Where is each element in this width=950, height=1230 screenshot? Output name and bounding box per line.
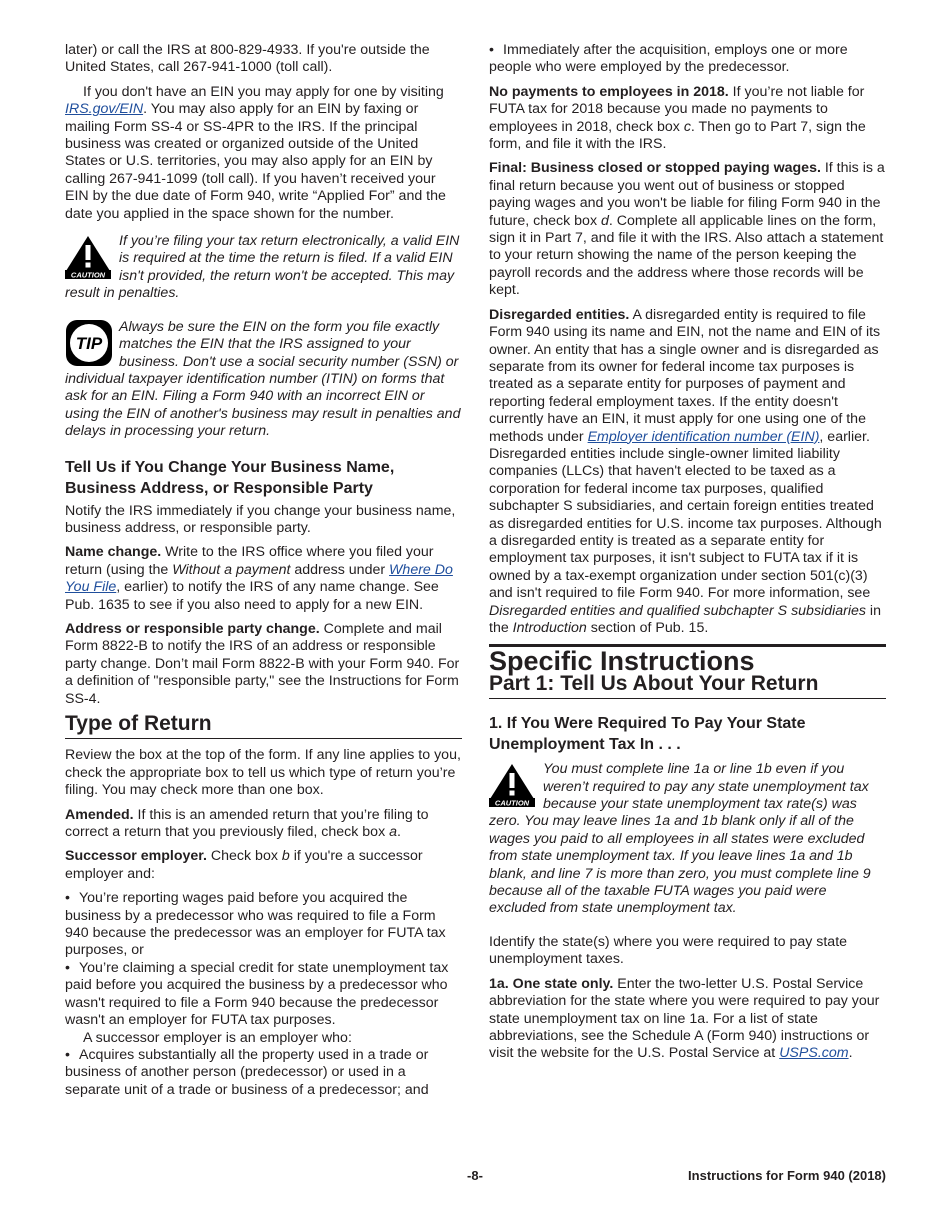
paragraph-notify: Notify the IRS immediately if you change your business name, business address, or responsible party.: [65, 502, 456, 536]
lead: No payments to employees in 2018.: [489, 83, 729, 100]
text: If this is an amended return that you’re filing to correct a return that you previously filed, check box: [65, 806, 429, 841]
list-item: [65, 890, 462, 960]
paragraph-review-box: Review the box at the top of the form. If any line applies to you, check the appropriate box to tell us which type of return you’re filing. You may check more than one box.: [65, 747, 461, 799]
paragraph-identify-states: Identify the state(s) where you were required to pay state unemployment taxes.: [489, 933, 848, 968]
heading-change-business: Tell Us if You Change Your Business Name, Business Address, or Responsible Party: [65, 458, 395, 497]
right-column: [489, 42, 886, 1070]
lead: Disregarded entities.: [489, 306, 630, 323]
text: Immediately after the acquisition, employs one or more people who were employed by the predecessor.: [489, 42, 848, 76]
text: . You may also apply for an EIN by faxing or mailing Form SS-4 or SS-4PR to the IRS. If the principal business was created or organized outside of the United States or U.S. territories, you may also apply for an EIN by calling 267-941-1099 (toll call). If you haven’t received your EIN by the due date of Form 940, write “Applied For” and the date you applied in the space shown for the number.: [65, 101, 446, 222]
tip-icon: [65, 319, 113, 367]
paragraph-address-change: [65, 621, 462, 708]
bullet: •: [65, 1046, 70, 1063]
page-number: -8-: [467, 1168, 483, 1183]
caution-text: If you’re filing your tax return electronically, a valid EIN is required at the time the return is filed. If a valid EIN isn't provided, the return won't be accepted. This may result in penalties.: [65, 233, 460, 302]
bullet: •: [489, 42, 494, 58]
text: Enter the two-letter U.S. Postal Service abbreviation for the state where you were required to pay your state unemployment tax on line 1a. For a list of state abbreviations, see the Schedule A (Form 940) instructions or visit the website for the U.S. Postal Service at: [489, 975, 880, 1062]
caution-note-ein: [65, 233, 462, 303]
left-column: [65, 42, 462, 1099]
text: A disregarded entity is required to file Form 940 using its name and EIN, not the name and EIN of its owner. An entity that has a single owner and is disregarded as separate from its owner for federal income tax purposes is treated as a separate entity for purposes of payment and reporting federal employment taxes. If the entity doesn't currently have an EIN, it must apply for one using one of the methods under: [489, 306, 881, 445]
caution-text: You must complete line 1a or line 1b even if you weren’t required to pay any state unemployment tax because your state unemployment tax rate(s) was zero. You may leave lines 1a and 1b blank only if all of the wages you paid to all employees in all states were excluded from state unemployment tax. If you leave lines 1a and 1b blank, and line 7 is more than zero, you must complete line 9 because all of the taxable FUTA wages you paid were excluded from state unemployment tax.: [489, 761, 871, 917]
lead: Successor employer.: [65, 848, 207, 865]
link-usps[interactable]: USPS.com: [779, 1045, 849, 1062]
paragraph-successor-def: A successor employer is an employer who:: [83, 1029, 352, 1046]
text: .: [397, 824, 401, 841]
heading-specific-instructions: Specific Instructions: [489, 644, 886, 670]
paragraph-disregarded: [489, 307, 886, 638]
text: . Then go to Part 7, sign the form, and file it with the IRS.: [489, 118, 866, 153]
lead: Name change.: [65, 544, 162, 561]
text: If you don't have an EIN you may apply for one by visiting: [83, 83, 444, 100]
text-italic: Without a payment: [172, 561, 291, 578]
text-italic: a: [389, 824, 397, 841]
text-italic: Introduction: [512, 620, 587, 636]
text: Acquires substantially all the property used in a trade or business of another person (predecessor) or used in a separate unit of a trade or business of a predecessor; and: [65, 1046, 429, 1098]
paragraph-no-payments: [489, 84, 886, 154]
heading-line-1: 1. If You Were Required To Pay Your State Unemployment Tax In . . .: [489, 715, 806, 754]
text: if you're a successor employer and:: [65, 848, 423, 882]
list-item: [65, 1047, 462, 1099]
caution-label: CAUTION: [494, 798, 530, 808]
heading-type-of-return: Type of Return: [65, 715, 462, 739]
paragraph-successor: [65, 848, 462, 883]
tip-text: Always be sure the EIN on the form you file exactly matches the EIN that the IRS assigned to your business. Don't use a social security number (SSN) or individual taxpayer identification number (ITIN) on forms that ask for an EIN. Filing a Form 940 with an incorrect EIN or using the EIN of another's business may result in penalties and delays in processing your return.: [65, 318, 461, 440]
paragraph-amended: [65, 807, 462, 842]
list-item: [489, 42, 886, 77]
caution-note-state: [489, 761, 886, 918]
paragraph-name-change: [65, 544, 462, 614]
caution-icon: [489, 763, 535, 807]
text-italic: b: [281, 848, 290, 865]
lead: Final: Business closed or stopped paying wages.: [489, 160, 821, 177]
text: address under: [290, 561, 390, 578]
bullet: •: [65, 959, 70, 976]
text: .: [848, 1045, 853, 1062]
caution-icon: [65, 235, 111, 279]
text: You’re reporting wages paid before you acquired the business by a predecessor who was required to file a Form 940 because the predecessor was an employer for FUTA tax purposes, or: [65, 890, 446, 959]
document-title: Instructions for Form 940 (2018): [688, 1168, 886, 1183]
bullet: •: [65, 890, 70, 907]
text: Complete and mail Form 8822-B to notify the IRS of an address or responsible party change. Don’t mail Form 8822-B with your Form 940. For a definition of "responsible party," see the Instructions for Form SS-4.: [65, 620, 460, 707]
text: If you’re not liable for FUTA tax for 2018 because you made no payments to employees in 2018, check box: [489, 83, 865, 135]
tip-note-ein: [65, 319, 462, 441]
text: section of Pub. 15.: [586, 620, 709, 636]
link-irs-ein[interactable]: IRS.gov/EIN: [65, 101, 144, 118]
text: , earlier) to notify the IRS of any name change. See Pub. 1635 to see if you also need to apply for a new EIN.: [65, 579, 439, 613]
text: . Complete all applicable lines on the form, sign it in Part 7, and file it with the IRS. Also attach a statement to your return showing the name of the person keeping the payroll records and the address where those records will be kept.: [489, 212, 884, 299]
paragraph-apply-ein: [65, 84, 462, 223]
lead: 1a. One state only.: [489, 975, 614, 992]
lead: Address or responsible party change.: [65, 620, 320, 637]
heading-part-1: Part 1: Tell Us About Your Return: [489, 675, 886, 699]
caution-label: CAUTION: [70, 270, 106, 280]
paragraph-one-state: [489, 976, 886, 1063]
text-italic: c: [683, 118, 691, 135]
text: Write to the IRS office where you filed your return (using the: [65, 544, 434, 578]
paragraph-final: [489, 160, 886, 299]
list-item: [65, 960, 462, 1030]
text-italic: Disregarded entities and qualified subchapter S subsidiaries: [489, 602, 866, 619]
text: Check box: [206, 848, 282, 865]
text-italic: d: [600, 212, 609, 229]
lead: Amended.: [65, 806, 134, 823]
link-where-do-you-file[interactable]: Where Do You File: [65, 561, 453, 596]
text: in the: [489, 602, 881, 636]
paragraph-irs-phone: later) or call the IRS at 800-829-4933. If you're outside the United States, call 267-941-1000 (toll call).: [65, 42, 430, 76]
text: You’re claiming a special credit for state unemployment tax paid before you acquired the business by a predecessor who wasn't required to file a Form 940 because the predecessor wasn't an employer for FUTA tax purposes.: [65, 959, 449, 1029]
tip-label: TIP: [75, 333, 103, 353]
text: If this is a final return because you went out of business or stopped paying wages and you won't be liable for filing Form 940 in the future, check box: [489, 160, 885, 229]
text: , earlier. Disregarded entities include single-owner limited liability companies (LLCs) that haven't elected to be taxed as a corporation for federal income tax purposes, qualified subchapter S subsidiaries, and certain foreign entities treated as disregarded entities for U.S. income tax purposes. Although a disregarded entity is treated as a separate entity for employment tax purposes, it isn't subject to FUTA tax if it is owned by a tax-exempt organization under section 501(c)(3) and isn't required to file Form 940. For more information, see: [489, 428, 882, 602]
link-employer-identification-number[interactable]: Employer identification number (EIN): [587, 428, 820, 445]
